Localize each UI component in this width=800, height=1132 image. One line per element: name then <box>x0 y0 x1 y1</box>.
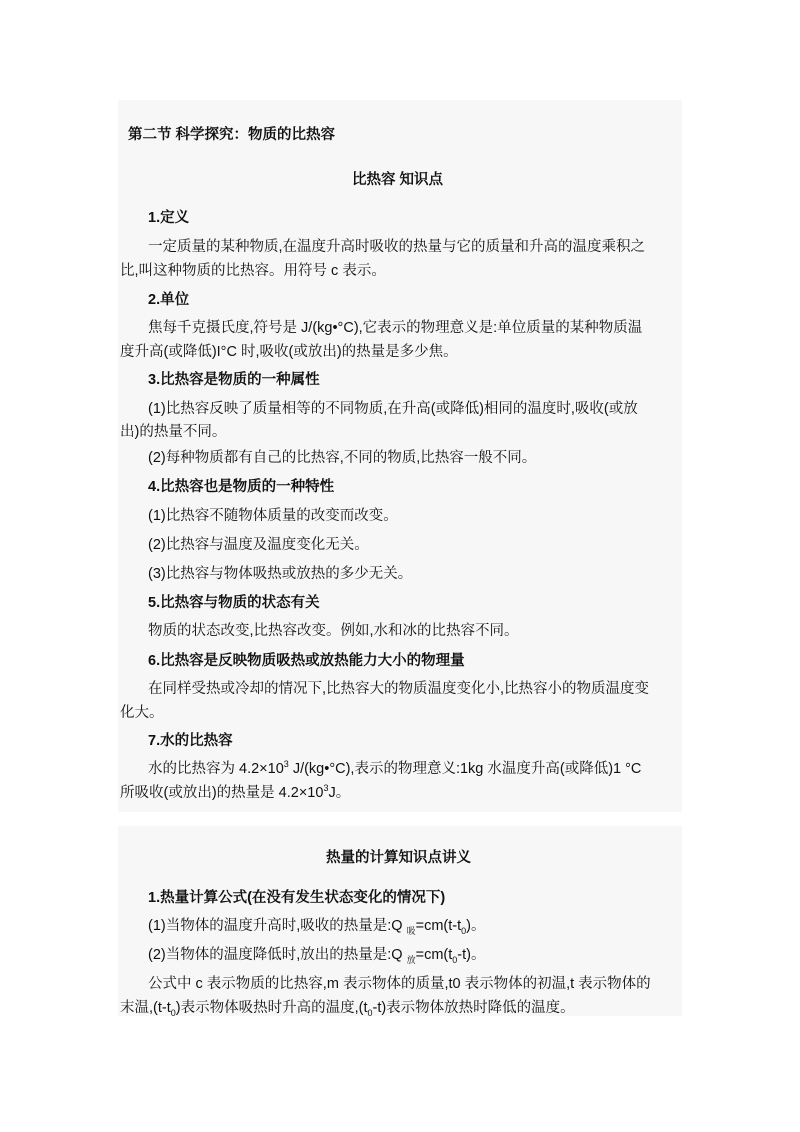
explanation-line-2-sub: 0 <box>170 1007 176 1018</box>
formula-release-text-c: -t)。 <box>457 947 486 963</box>
explanation-line-2 <box>120 998 575 1018</box>
heading-definition: 1.定义 <box>148 210 190 226</box>
water-line-2-text-a: 所吸收(或放出)的热量是 4.2×10 <box>120 785 324 801</box>
definition-line-2: 比,叫这种物质的比热容。用符号 c 表示。 <box>120 263 386 279</box>
formula-absorb <box>148 916 485 936</box>
formula-release <box>148 945 485 965</box>
water-line-1-exponent: 3 <box>283 759 289 770</box>
part2-title: 热量的计算知识点讲义 <box>326 850 471 866</box>
attribute-line-1: (1)比热容反映了质量相等的不同物质,在升高(或降低)相同的温度时,吸收(或放 <box>148 401 638 417</box>
characteristic-line-3: (3)比热容与物体吸热或放热的多少无关。 <box>148 566 413 582</box>
formula-absorb-text-b: =cm(t-t <box>415 918 462 934</box>
water-line-1-text-b: J/(kg•°C),表示的物理意义:1kg 水温度升高(或降低)1 °C <box>288 761 642 777</box>
water-line-1-text-a: 水的比热容为 4.2×10 <box>148 761 284 777</box>
explanation-line-2-sub-2: 0 <box>367 1007 373 1018</box>
formula-absorb-sub: 吸 <box>406 925 416 936</box>
explanation-line-1: 公式中 c 表示物质的比热容,m 表示物体的质量,t0 表示物体的初温,t 表示物体的 <box>148 976 651 992</box>
heading-water: 7.水的比热容 <box>148 733 233 749</box>
part1-title: 比热容 知识点 <box>352 172 444 188</box>
definition-line-1: 一定质量的某种物质,在温度升高时吸收的热量与它的质量和升高的温度乘积之 <box>148 239 646 255</box>
attribute-line-2: 出)的热量不同。 <box>120 424 227 440</box>
formula-release-text-a: (2)当物体的温度降低时,放出的热量是:Q <box>148 947 407 963</box>
state-line-1: 物质的状态改变,比热容改变。例如,水和冰的比热容不同。 <box>148 623 519 639</box>
heading-unit: 2.单位 <box>148 292 190 308</box>
heading-characteristic: 4.比热容也是物质的一种特性 <box>148 479 335 495</box>
explanation-line-2-text-b: )表示物体吸热时升高的温度,(t <box>175 1000 368 1016</box>
attribute-line-3: (2)每种物质都有自己的比热容,不同的物质,比热容一般不同。 <box>148 450 537 466</box>
formula-release-sub-2: 0 <box>452 954 458 965</box>
heading-state: 5.比热容与物质的状态有关 <box>148 595 320 611</box>
formula-absorb-sub-2: 0 <box>461 925 467 936</box>
heading-formula: 1.热量计算公式(在没有发生状态变化的情况下) <box>148 890 446 906</box>
water-line-1 <box>148 759 641 779</box>
formula-absorb-text-c: )。 <box>466 918 486 934</box>
water-line-2-exponent: 3 <box>323 783 329 794</box>
unit-line-2: 度升高(或降低)I°C 时,吸收(或放出)的热量是多少焦。 <box>120 344 458 360</box>
formula-absorb-text-a: (1)当物体的温度升高时,吸收的热量是:Q <box>148 918 407 934</box>
section-title: 第二节 科学探究：物质的比热容 <box>128 127 336 143</box>
explanation-line-2-text-c: -t)表示物体放热时降低的温度。 <box>372 1000 575 1016</box>
characteristic-line-1: (1)比热容不随物体质量的改变而改变。 <box>148 508 398 524</box>
unit-line-1: 焦每千克摄氏度,符号是 J/(kg•°C),它表示的物理意义是:单位质量的某种物质温 <box>148 320 643 336</box>
formula-release-text-b: =cm(t <box>415 947 453 963</box>
heading-capacity: 6.比热容是反映物质吸热或放热能力大小的物理量 <box>148 653 465 669</box>
characteristic-line-2: (2)比热容与温度及温度变化无关。 <box>148 537 369 553</box>
capacity-line-1: 在同样受热或冷却的情况下,比热容大的物质温度变化小,比热容小的物质温度变 <box>148 681 650 697</box>
heading-attribute: 3.比热容是物质的一种属性 <box>148 372 320 388</box>
formula-release-sub: 放 <box>406 954 416 965</box>
water-line-2 <box>120 783 350 803</box>
water-line-2-text-b: J。 <box>328 785 351 801</box>
capacity-line-2: 化大。 <box>120 705 164 721</box>
explanation-line-2-text-a: 末温,(t-t <box>120 1000 171 1016</box>
